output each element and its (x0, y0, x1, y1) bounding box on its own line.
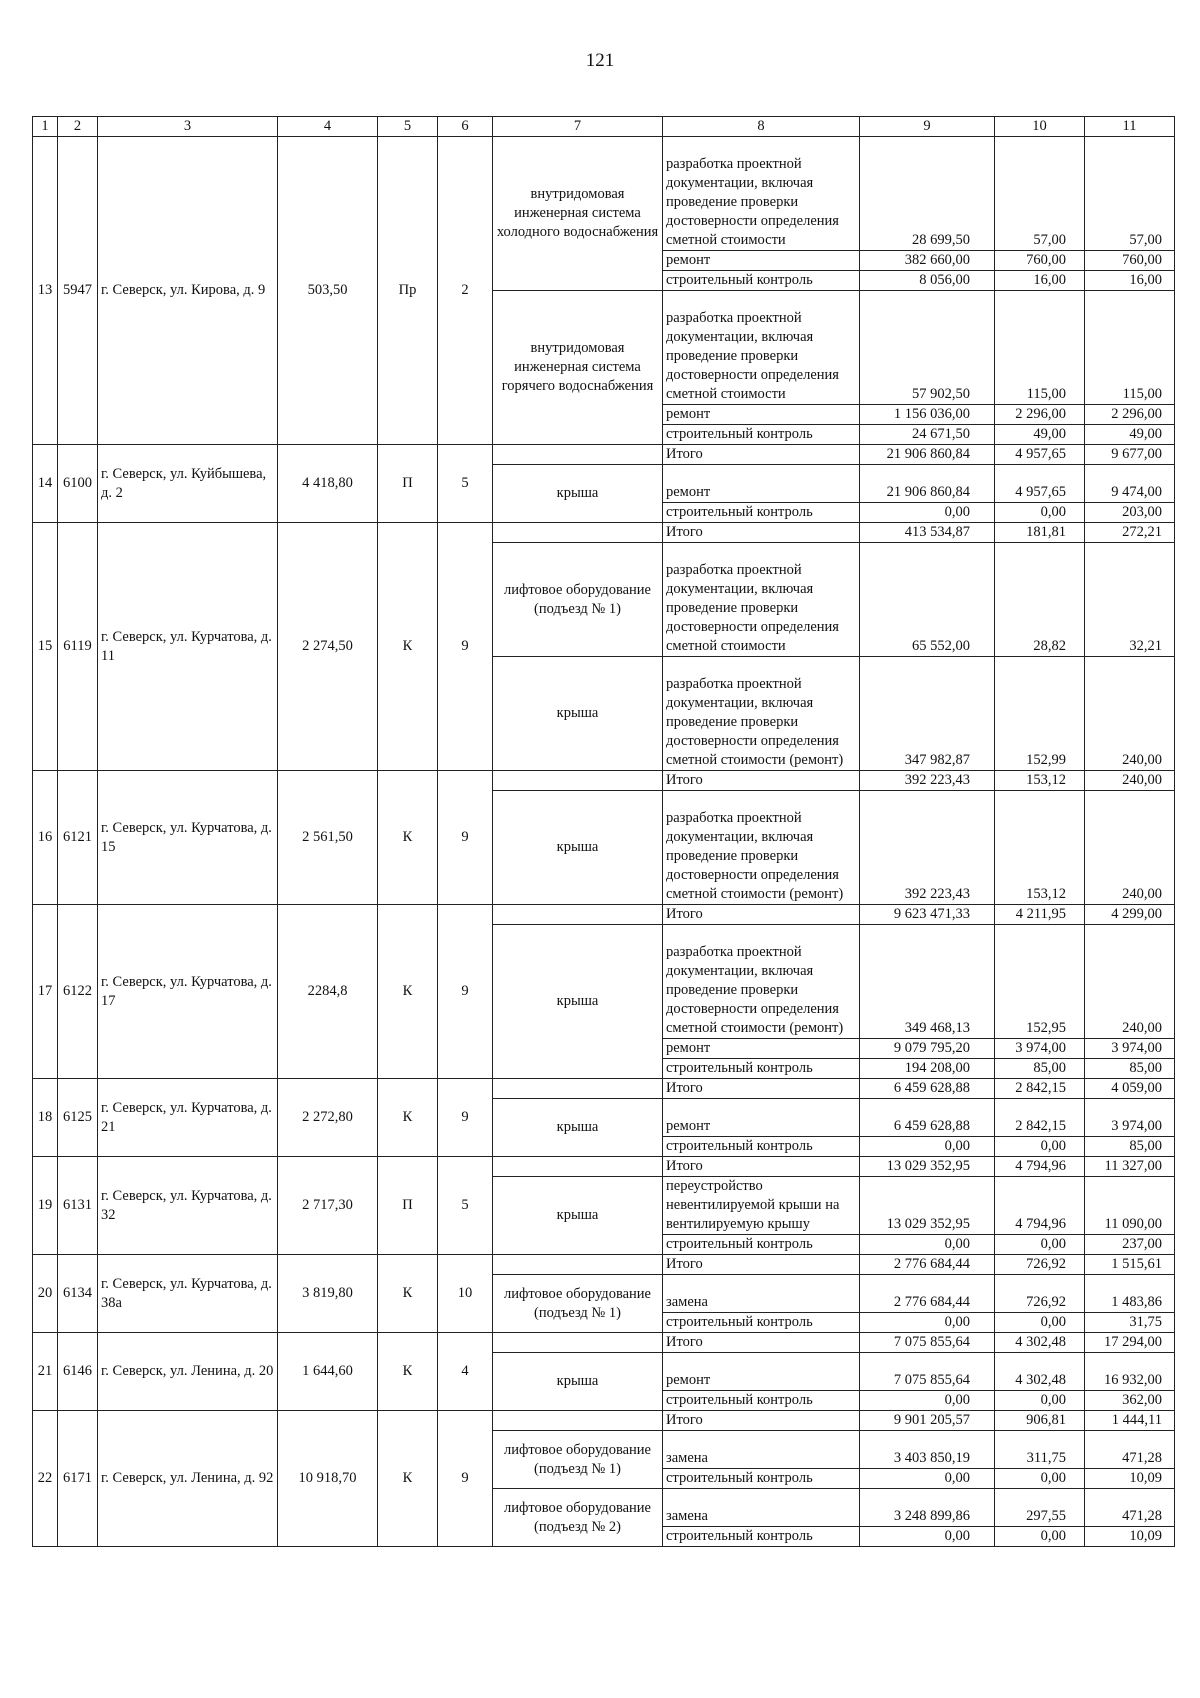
column-number-2: 2 (58, 117, 98, 137)
item-cost-per-sqm: 0,00 (995, 1469, 1085, 1489)
item-description: разработка проектной документации, включая проведение проверки достоверности определения сметной стоимости (ремонт) (663, 925, 860, 1039)
item-max-cost-per-sqm: 85,00 (1085, 1059, 1175, 1079)
item-max-cost-per-sqm: 362,00 (1085, 1391, 1175, 1411)
wall-material: К (378, 1411, 438, 1547)
column-number-8: 8 (663, 117, 860, 137)
item-description: строительный контроль (663, 271, 860, 291)
item-sum: 6 459 628,88 (860, 1099, 995, 1137)
floors-count: 4 (438, 1333, 493, 1411)
house-area: 2284,8 (278, 905, 378, 1079)
item-max-cost-per-sqm: 471,28 (1085, 1489, 1175, 1527)
item-description: разработка проектной документации, включая проведение проверки достоверности определения сметной стоимости (663, 291, 860, 405)
house-address: г. Северск, ул. Курчатова, д. 17 (98, 905, 278, 1079)
item-sum: 382 660,00 (860, 251, 995, 271)
item-cost-per-sqm: 4 794,96 (995, 1177, 1085, 1235)
work-name: крыша (493, 465, 663, 523)
item-sum: 28 699,50 (860, 137, 995, 251)
house-area: 10 918,70 (278, 1411, 378, 1547)
item-cost-per-sqm: 297,55 (995, 1489, 1085, 1527)
total-cost-per-sqm: 4 302,48 (995, 1333, 1085, 1353)
work-name: лифтовое оборудование (подъезд № 1) (493, 543, 663, 657)
wall-material: К (378, 771, 438, 905)
item-description: ремонт (663, 251, 860, 271)
column-number-3: 3 (98, 117, 278, 137)
table-row (33, 1411, 1175, 1431)
item-description: строительный контроль (663, 503, 860, 523)
item-max-cost-per-sqm: 240,00 (1085, 791, 1175, 905)
item-description: ремонт (663, 1039, 860, 1059)
column-number-9: 9 (860, 117, 995, 137)
row-number: 18 (33, 1079, 58, 1157)
house-area: 2 561,50 (278, 771, 378, 905)
wall-material: Пр (378, 137, 438, 445)
item-max-cost-per-sqm: 1 483,86 (1085, 1275, 1175, 1313)
item-cost-per-sqm: 152,95 (995, 925, 1085, 1039)
house-address: г. Северск, ул. Курчатова, д. 21 (98, 1079, 278, 1157)
item-description: ремонт (663, 465, 860, 503)
house-area: 4 418,80 (278, 445, 378, 523)
table-row (33, 1157, 1175, 1177)
item-sum: 8 056,00 (860, 271, 995, 291)
house-address: г. Северск, ул. Курчатова, д. 32 (98, 1157, 278, 1255)
total-max-cost-per-sqm: 4 299,00 (1085, 905, 1175, 925)
item-cost-per-sqm: 0,00 (995, 1527, 1085, 1547)
item-description: ремонт (663, 1353, 860, 1391)
work-type-empty (493, 1079, 663, 1099)
house-code: 6122 (58, 905, 98, 1079)
item-sum: 0,00 (860, 1527, 995, 1547)
item-sum: 1 156 036,00 (860, 405, 995, 425)
total-max-cost-per-sqm: 17 294,00 (1085, 1333, 1175, 1353)
item-sum: 0,00 (860, 1469, 995, 1489)
floors-count: 9 (438, 1411, 493, 1547)
table-row (33, 771, 1175, 791)
column-number-7: 7 (493, 117, 663, 137)
work-type-empty (493, 905, 663, 925)
item-sum: 347 982,87 (860, 657, 995, 771)
item-max-cost-per-sqm: 85,00 (1085, 1137, 1175, 1157)
table-row (33, 905, 1175, 925)
house-area: 2 274,50 (278, 523, 378, 771)
item-cost-per-sqm: 0,00 (995, 1235, 1085, 1255)
total-sum: 13 029 352,95 (860, 1157, 995, 1177)
item-sum: 194 208,00 (860, 1059, 995, 1079)
item-max-cost-per-sqm: 240,00 (1085, 657, 1175, 771)
house-address: г. Северск, ул. Кирова, д. 9 (98, 137, 278, 445)
item-cost-per-sqm: 152,99 (995, 657, 1085, 771)
floors-count: 9 (438, 1079, 493, 1157)
table-row (33, 523, 1175, 543)
work-name: крыша (493, 1177, 663, 1255)
work-name: крыша (493, 1099, 663, 1157)
work-type-empty (493, 1255, 663, 1275)
work-name: крыша (493, 925, 663, 1079)
work-type-empty (493, 523, 663, 543)
item-description: строительный контроль (663, 425, 860, 445)
row-number: 21 (33, 1333, 58, 1411)
column-number-10: 10 (995, 117, 1085, 137)
house-code: 6171 (58, 1411, 98, 1547)
total-sum: 2 776 684,44 (860, 1255, 995, 1275)
item-cost-per-sqm: 0,00 (995, 503, 1085, 523)
house-code: 6100 (58, 445, 98, 523)
house-code: 6121 (58, 771, 98, 905)
item-max-cost-per-sqm: 16,00 (1085, 271, 1175, 291)
item-cost-per-sqm: 16,00 (995, 271, 1085, 291)
row-number: 19 (33, 1157, 58, 1255)
item-sum: 2 776 684,44 (860, 1275, 995, 1313)
item-description: строительный контроль (663, 1137, 860, 1157)
item-sum: 349 468,13 (860, 925, 995, 1039)
table-row (33, 1333, 1175, 1353)
wall-material: П (378, 1157, 438, 1255)
row-number: 16 (33, 771, 58, 905)
total-sum: 413 534,87 (860, 523, 995, 543)
total-label: Итого (663, 1411, 860, 1431)
wall-material: К (378, 905, 438, 1079)
work-type-empty (493, 1411, 663, 1431)
house-address: г. Северск, ул. Куйбышева, д. 2 (98, 445, 278, 523)
item-description: ремонт (663, 1099, 860, 1137)
house-code: 6119 (58, 523, 98, 771)
total-label: Итого (663, 445, 860, 465)
total-max-cost-per-sqm: 9 677,00 (1085, 445, 1175, 465)
item-max-cost-per-sqm: 203,00 (1085, 503, 1175, 523)
item-sum: 21 906 860,84 (860, 465, 995, 503)
item-max-cost-per-sqm: 3 974,00 (1085, 1039, 1175, 1059)
item-description: строительный контроль (663, 1059, 860, 1079)
item-description: замена (663, 1275, 860, 1313)
item-sum: 0,00 (860, 1235, 995, 1255)
table-row (33, 445, 1175, 465)
item-sum: 9 079 795,20 (860, 1039, 995, 1059)
item-cost-per-sqm: 3 974,00 (995, 1039, 1085, 1059)
item-max-cost-per-sqm: 237,00 (1085, 1235, 1175, 1255)
total-cost-per-sqm: 4 794,96 (995, 1157, 1085, 1177)
total-cost-per-sqm: 181,81 (995, 523, 1085, 543)
item-max-cost-per-sqm: 3 974,00 (1085, 1099, 1175, 1137)
item-description: строительный контроль (663, 1469, 860, 1489)
house-code: 6125 (58, 1079, 98, 1157)
work-type-empty (493, 771, 663, 791)
total-sum: 392 223,43 (860, 771, 995, 791)
column-number-11: 11 (1085, 117, 1175, 137)
item-description: строительный контроль (663, 1235, 860, 1255)
row-number: 22 (33, 1411, 58, 1547)
column-number-6: 6 (438, 117, 493, 137)
item-cost-per-sqm: 726,92 (995, 1275, 1085, 1313)
house-code: 6146 (58, 1333, 98, 1411)
total-cost-per-sqm: 4 211,95 (995, 905, 1085, 925)
column-number-5: 5 (378, 117, 438, 137)
item-cost-per-sqm: 85,00 (995, 1059, 1085, 1079)
item-sum: 0,00 (860, 503, 995, 523)
item-max-cost-per-sqm: 11 090,00 (1085, 1177, 1175, 1235)
total-sum: 6 459 628,88 (860, 1079, 995, 1099)
work-name: крыша (493, 791, 663, 905)
table-row (33, 1255, 1175, 1275)
house-area: 2 717,30 (278, 1157, 378, 1255)
item-cost-per-sqm: 0,00 (995, 1313, 1085, 1333)
total-label: Итого (663, 905, 860, 925)
item-max-cost-per-sqm: 240,00 (1085, 925, 1175, 1039)
table-row (33, 137, 1175, 251)
total-sum: 21 906 860,84 (860, 445, 995, 465)
item-cost-per-sqm: 28,82 (995, 543, 1085, 657)
item-description: разработка проектной документации, включая проведение проверки достоверности определения сметной стоимости (663, 543, 860, 657)
wall-material: К (378, 1255, 438, 1333)
floors-count: 9 (438, 523, 493, 771)
item-sum: 24 671,50 (860, 425, 995, 445)
total-label: Итого (663, 1079, 860, 1099)
item-sum: 3 248 899,86 (860, 1489, 995, 1527)
item-max-cost-per-sqm: 10,09 (1085, 1469, 1175, 1489)
row-number: 14 (33, 445, 58, 523)
work-name: крыша (493, 657, 663, 771)
column-number-4: 4 (278, 117, 378, 137)
item-max-cost-per-sqm: 16 932,00 (1085, 1353, 1175, 1391)
floors-count: 9 (438, 905, 493, 1079)
wall-material: П (378, 445, 438, 523)
item-sum: 3 403 850,19 (860, 1431, 995, 1469)
total-cost-per-sqm: 2 842,15 (995, 1079, 1085, 1099)
house-area: 2 272,80 (278, 1079, 378, 1157)
work-type-empty (493, 1157, 663, 1177)
house-address: г. Северск, ул. Ленина, д. 20 (98, 1333, 278, 1411)
item-description: строительный контроль (663, 1391, 860, 1411)
item-description: разработка проектной документации, включая проведение проверки достоверности определения сметной стоимости (663, 137, 860, 251)
total-max-cost-per-sqm: 272,21 (1085, 523, 1175, 543)
total-cost-per-sqm: 153,12 (995, 771, 1085, 791)
item-sum: 7 075 855,64 (860, 1353, 995, 1391)
total-label: Итого (663, 771, 860, 791)
work-type-empty (493, 445, 663, 465)
item-max-cost-per-sqm: 2 296,00 (1085, 405, 1175, 425)
wall-material: К (378, 1333, 438, 1411)
total-max-cost-per-sqm: 240,00 (1085, 771, 1175, 791)
total-max-cost-per-sqm: 1 444,11 (1085, 1411, 1175, 1431)
column-number-1: 1 (33, 117, 58, 137)
house-address: г. Северск, ул. Ленина, д. 92 (98, 1411, 278, 1547)
item-description: строительный контроль (663, 1313, 860, 1333)
work-name: лифтовое оборудование (подъезд № 2) (493, 1489, 663, 1547)
item-max-cost-per-sqm: 9 474,00 (1085, 465, 1175, 503)
item-description: разработка проектной документации, включая проведение проверки достоверности определения сметной стоимости (ремонт) (663, 791, 860, 905)
work-name: лифтовое оборудование (подъезд № 1) (493, 1275, 663, 1333)
item-cost-per-sqm: 57,00 (995, 137, 1085, 251)
house-area: 3 819,80 (278, 1255, 378, 1333)
total-max-cost-per-sqm: 4 059,00 (1085, 1079, 1175, 1099)
item-cost-per-sqm: 311,75 (995, 1431, 1085, 1469)
item-sum: 392 223,43 (860, 791, 995, 905)
work-type-empty (493, 1333, 663, 1353)
total-cost-per-sqm: 906,81 (995, 1411, 1085, 1431)
item-max-cost-per-sqm: 31,75 (1085, 1313, 1175, 1333)
item-description: строительный контроль (663, 1527, 860, 1547)
wall-material: К (378, 1079, 438, 1157)
house-code: 6131 (58, 1157, 98, 1255)
item-max-cost-per-sqm: 115,00 (1085, 291, 1175, 405)
column-number-header (33, 117, 1175, 137)
item-max-cost-per-sqm: 10,09 (1085, 1527, 1175, 1547)
house-area: 503,50 (278, 137, 378, 445)
row-number: 13 (33, 137, 58, 445)
item-sum: 0,00 (860, 1313, 995, 1333)
item-max-cost-per-sqm: 57,00 (1085, 137, 1175, 251)
item-sum: 0,00 (860, 1391, 995, 1411)
item-sum: 13 029 352,95 (860, 1177, 995, 1235)
item-max-cost-per-sqm: 471,28 (1085, 1431, 1175, 1469)
house-area: 1 644,60 (278, 1333, 378, 1411)
item-cost-per-sqm: 4 957,65 (995, 465, 1085, 503)
house-address: г. Северск, ул. Курчатова, д. 15 (98, 771, 278, 905)
total-label: Итого (663, 1333, 860, 1353)
work-name: внутридомовая инженерная система горячего водоснабжения (493, 291, 663, 445)
item-cost-per-sqm: 2 296,00 (995, 405, 1085, 425)
floors-count: 9 (438, 771, 493, 905)
wall-material: К (378, 523, 438, 771)
item-cost-per-sqm: 4 302,48 (995, 1353, 1085, 1391)
item-cost-per-sqm: 2 842,15 (995, 1099, 1085, 1137)
item-cost-per-sqm: 49,00 (995, 425, 1085, 445)
total-max-cost-per-sqm: 1 515,61 (1085, 1255, 1175, 1275)
item-description: переустройство невентилируемой крыши на вентилируемую крышу (663, 1177, 860, 1235)
item-max-cost-per-sqm: 32,21 (1085, 543, 1175, 657)
page-number: 121 (585, 50, 615, 71)
floors-count: 5 (438, 445, 493, 523)
item-sum: 65 552,00 (860, 543, 995, 657)
work-name: внутридомовая инженерная система холодного водоснабжения (493, 137, 663, 291)
item-description: замена (663, 1431, 860, 1469)
item-max-cost-per-sqm: 760,00 (1085, 251, 1175, 271)
item-cost-per-sqm: 153,12 (995, 791, 1085, 905)
work-name: лифтовое оборудование (подъезд № 1) (493, 1431, 663, 1489)
capital-repair-table (32, 116, 1175, 1547)
item-cost-per-sqm: 0,00 (995, 1391, 1085, 1411)
floors-count: 10 (438, 1255, 493, 1333)
item-sum: 57 902,50 (860, 291, 995, 405)
item-cost-per-sqm: 115,00 (995, 291, 1085, 405)
item-cost-per-sqm: 760,00 (995, 251, 1085, 271)
floors-count: 2 (438, 137, 493, 445)
house-code: 5947 (58, 137, 98, 445)
total-label: Итого (663, 1255, 860, 1275)
total-cost-per-sqm: 726,92 (995, 1255, 1085, 1275)
item-sum: 0,00 (860, 1137, 995, 1157)
total-sum: 9 623 471,33 (860, 905, 995, 925)
total-label: Итого (663, 523, 860, 543)
item-description: разработка проектной документации, включая проведение проверки достоверности определения сметной стоимости (ремонт) (663, 657, 860, 771)
house-code: 6134 (58, 1255, 98, 1333)
house-address: г. Северск, ул. Курчатова, д. 11 (98, 523, 278, 771)
row-number: 15 (33, 523, 58, 771)
total-sum: 9 901 205,57 (860, 1411, 995, 1431)
total-sum: 7 075 855,64 (860, 1333, 995, 1353)
item-description: ремонт (663, 405, 860, 425)
table-row (33, 1079, 1175, 1099)
house-address: г. Северск, ул. Курчатова, д. 38а (98, 1255, 278, 1333)
row-number: 17 (33, 905, 58, 1079)
work-name: крыша (493, 1353, 663, 1411)
row-number: 20 (33, 1255, 58, 1333)
floors-count: 5 (438, 1157, 493, 1255)
total-label: Итого (663, 1157, 860, 1177)
total-cost-per-sqm: 4 957,65 (995, 445, 1085, 465)
item-description: замена (663, 1489, 860, 1527)
item-cost-per-sqm: 0,00 (995, 1137, 1085, 1157)
total-max-cost-per-sqm: 11 327,00 (1085, 1157, 1175, 1177)
item-max-cost-per-sqm: 49,00 (1085, 425, 1175, 445)
